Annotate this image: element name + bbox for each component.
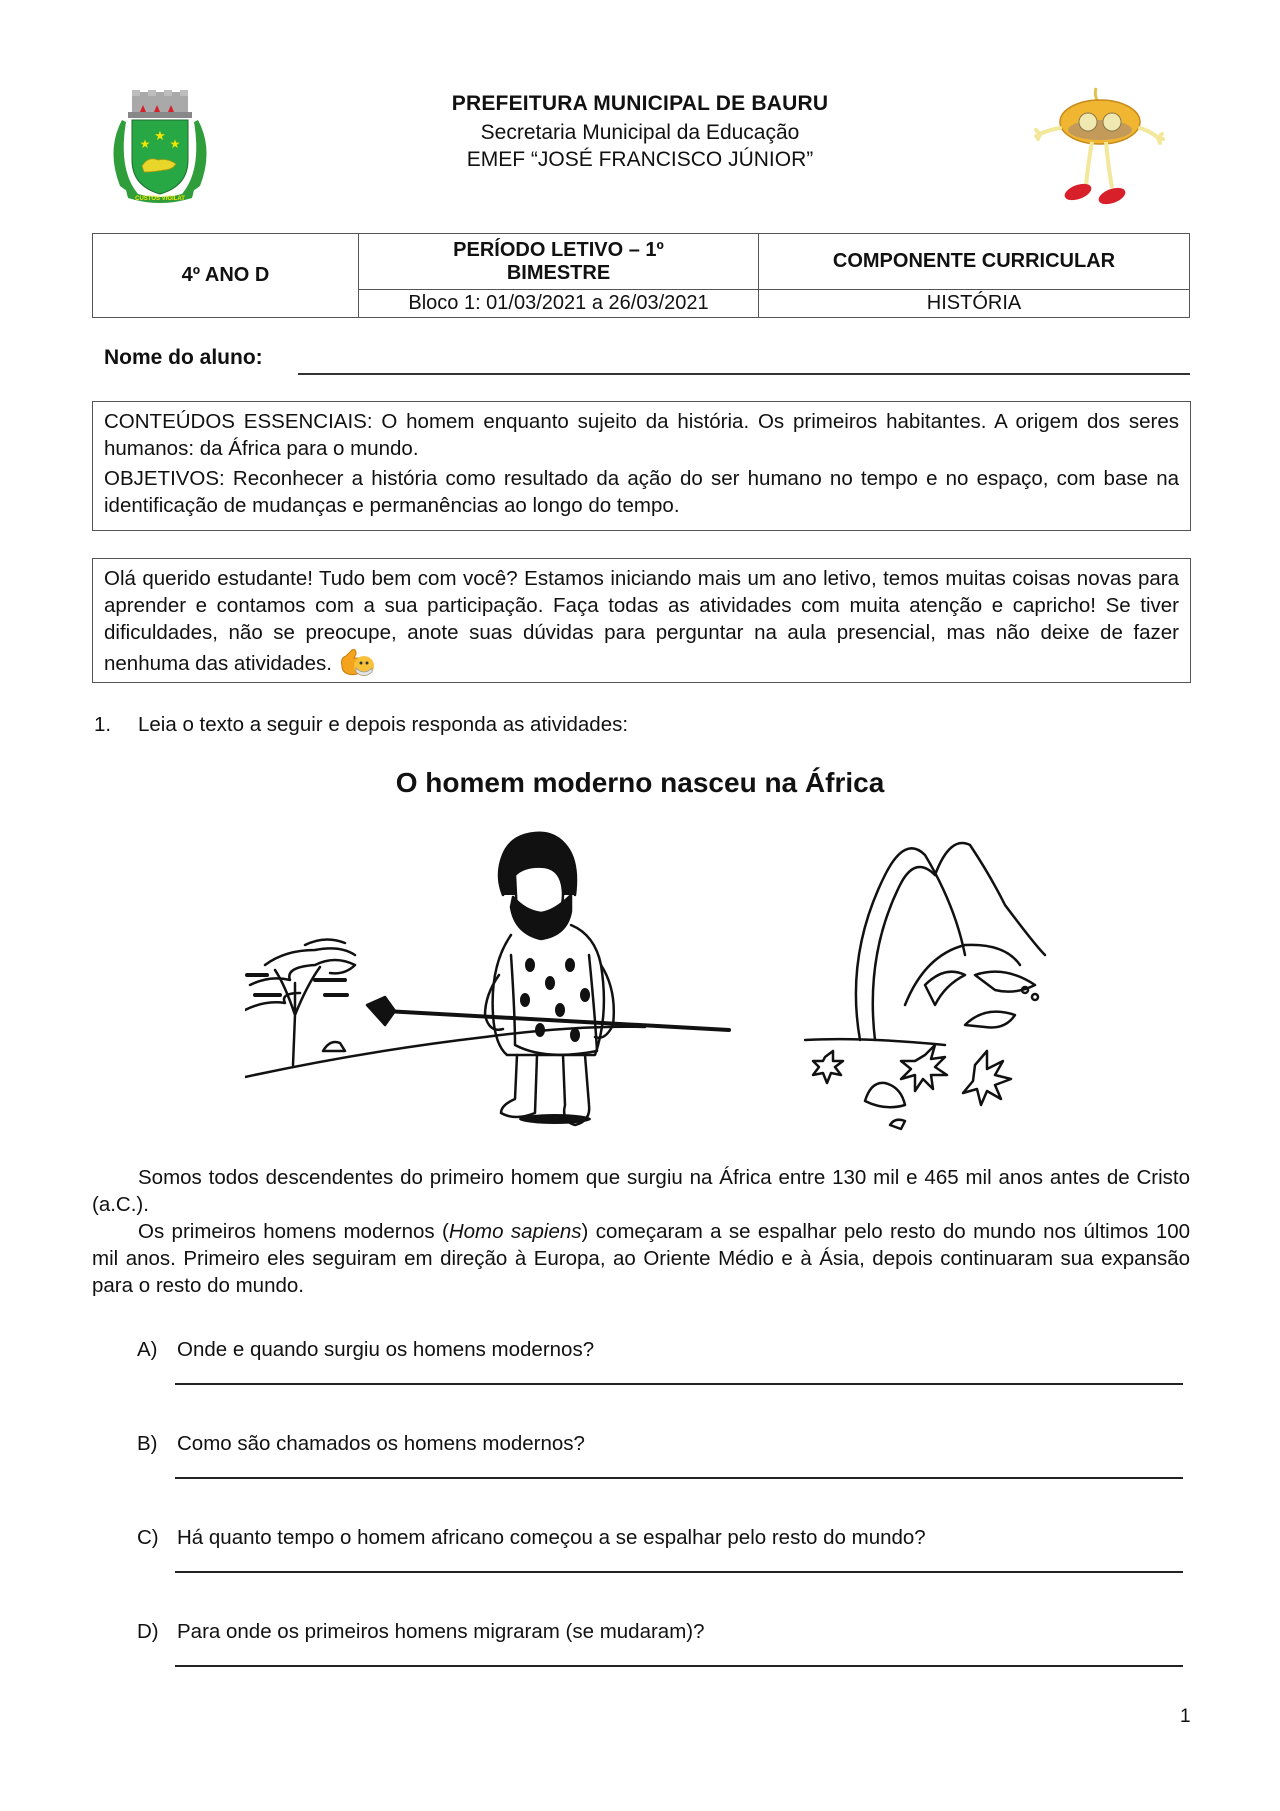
bauru-coat-of-arms-icon [104,90,216,206]
question-a-answer-field[interactable] [175,1383,1183,1385]
class-info-table [92,233,1190,318]
component-label-cell: COMPONENTE CURRICULAR [759,234,1190,290]
essential-contents-text: CONTEÚDOS ESSENCIAIS: O homem enquanto sujeito da história. Os primeiros habitantes. A origem dos seres humanos: da África para o mundo. [104,410,1179,460]
svg-text:★: ★ [154,128,166,143]
greeting-text: Olá querido estudante! Tudo bem com você? Estamos iniciando mais um ano letivo, temos muitas coisas novas para aprender e contamos com a sua participação. Faça todas as atividades com muita atenção e capricho! Se tiver dificuldades, não se preocupe, anote suas dúvidas para perguntar na aula presencial, mas não deixe de fazer nenhuma das atividades. [104,567,1179,675]
period-label-cell: PERÍODO LETIVO – 1º BIMESTRE [359,234,759,290]
period-value-cell: Bloco 1: 01/03/2021 a 26/03/2021 [359,290,759,318]
svg-text:★: ★ [169,137,181,151]
greeting-box [92,558,1191,683]
grade-cell: 4º ANO D [93,234,359,318]
question-b-answer-field[interactable] [175,1477,1183,1479]
homo-sapiens-term: Homo sapiens [448,1220,582,1243]
svg-text:★: ★ [139,137,151,151]
article-paragraph-2-after: ) começaram a se espalhar pelo resto do mundo nos últimos 100 mil anos. Primeiro eles seguiram em direção à Europa, ao Oriente Médio e à Ásia, depois continuaram sua expansão para o resto do mundo. [92,1220,1190,1297]
contents-objectives-box [92,401,1191,531]
article-paragraph-2 [92,1218,1190,1299]
svg-text:CUSTOS VIGILAT: CUSTOS VIGILAT [135,196,185,202]
question-b-text: Como são chamados os homens modernos? [177,1432,585,1455]
question-b-label: B) [137,1432,158,1455]
objectives-text: OBJETIVOS: Reconhecer a história como resultado da ação do ser humano no tempo e no espaço, com base na identificação de mudanças e permanências ao longo do tempo. [104,467,1179,517]
article-paragraph-1-text: Somos todos descendentes do primeiro homem que surgiu na África entre 130 mil e 465 mil anos antes de Cristo (a.C.). [92,1166,1190,1216]
question-a-label: A) [137,1338,158,1361]
header-title: PREFEITURA MUNICIPAL DE BAURU [451,92,829,115]
question-c-text: Há quanto tempo o homem africano começou a se espalhar pelo resto do mundo? [177,1526,926,1549]
component-value-cell: HISTÓRIA [759,290,1190,318]
school-mascot-icon [1034,84,1166,210]
question-d-label: D) [137,1620,159,1643]
caveman-with-spear-illustration [245,815,1050,1140]
thumbs-up-mask-emoji-icon [338,646,376,680]
instruction-text: Leia o texto a seguir e depois responda as atividades: [138,713,629,736]
page-number: 1 [1180,1706,1191,1727]
article-title: O homem moderno nasceu na África [395,767,885,798]
question-d-answer-field[interactable] [175,1665,1183,1667]
student-name-field[interactable] [298,373,1190,375]
question-c-label: C) [137,1526,159,1549]
header-school: EMEF “JOSÉ FRANCISCO JÚNIOR” [466,148,814,171]
question-c-answer-field[interactable] [175,1571,1183,1573]
article-paragraph-1 [92,1164,1190,1218]
question-d-text: Para onde os primeiros homens migraram (se mudaram)? [177,1620,705,1643]
header-subtitle: Secretaria Municipal da Educação [480,121,800,144]
question-a-text: Onde e quando surgiu os homens modernos? [177,1338,595,1361]
article-paragraph-2-before: Os primeiros homens modernos ( [138,1220,449,1243]
instruction-number: 1. [94,713,112,736]
student-name-label: Nome do aluno: [104,346,263,369]
